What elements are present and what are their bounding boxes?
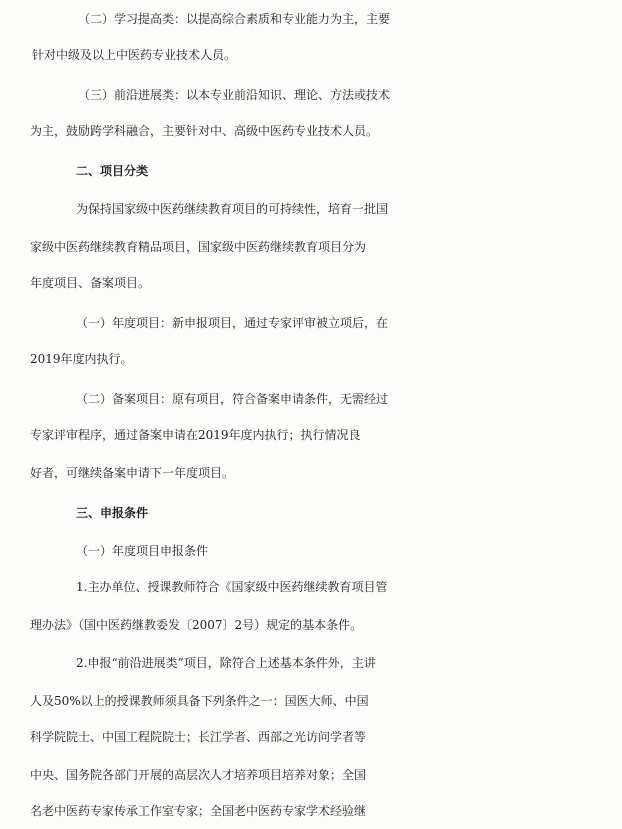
text-line: 名老中医药专家传承工作室专家；全国老中医药专家学术经验继: [30, 804, 367, 818]
text-line: （二）学习提高类：以提高综合素质和专业能力为主，主要: [78, 12, 391, 26]
text-line: 理办法》（国中医药继教委发〔2007〕2号）规定的基本条件。: [30, 618, 363, 632]
text-line: 1.主办单位、授课教师符合《国家级中医药继续教育项目管: [76, 580, 388, 594]
text-line: （一）年度项目：新申报项目，通过专家评审被立项后，在: [76, 316, 389, 330]
section-heading: 二、项目分类: [76, 164, 149, 178]
text-line: 针对中级及以上中医药专业技术人员。: [32, 48, 237, 62]
text-line: （三）前沿进展类：以本专业前沿知识、理论、方法或技术: [78, 88, 391, 102]
text-line: 人及50%以上的授课教师须具备下列条件之一：国医大师、中国: [30, 694, 369, 708]
text-line: 2019年度内执行。: [30, 352, 133, 366]
text-line: （二）备案项目：原有项目，符合备案申请条件，无需经过: [76, 392, 389, 406]
text-line: 中央、国务院各部门开展的高层次人才培养项目培养对象；全国: [30, 768, 367, 782]
text-line: 年度项目、备案项目。: [30, 276, 151, 290]
text-line: 科学院院士、中国工程院院士；长江学者、西部之光访问学者等: [30, 730, 367, 744]
text-line: 好者，可继续备案申请下一年度项目。: [30, 466, 235, 480]
text-line: 2.申报“前沿进展类”项目，除符合上述基本条件外，主讲: [76, 656, 376, 670]
text-line: 为主，鼓励跨学科融合，主要针对中、高级中医药专业技术人员。: [30, 124, 379, 138]
text-line: 为保持国家级中医药继续教育项目的可持续性，培育一批国: [76, 202, 389, 216]
text-line: 专家评审程序，通过备案申请在2019年度内执行；执行情况良: [30, 428, 361, 442]
text-line: 家级中医药继续教育精品项目，国家级中医药继续教育项目分为: [30, 240, 367, 254]
text-line: （一）年度项目申报条件: [76, 544, 209, 558]
section-heading: 三、申报条件: [76, 506, 149, 520]
